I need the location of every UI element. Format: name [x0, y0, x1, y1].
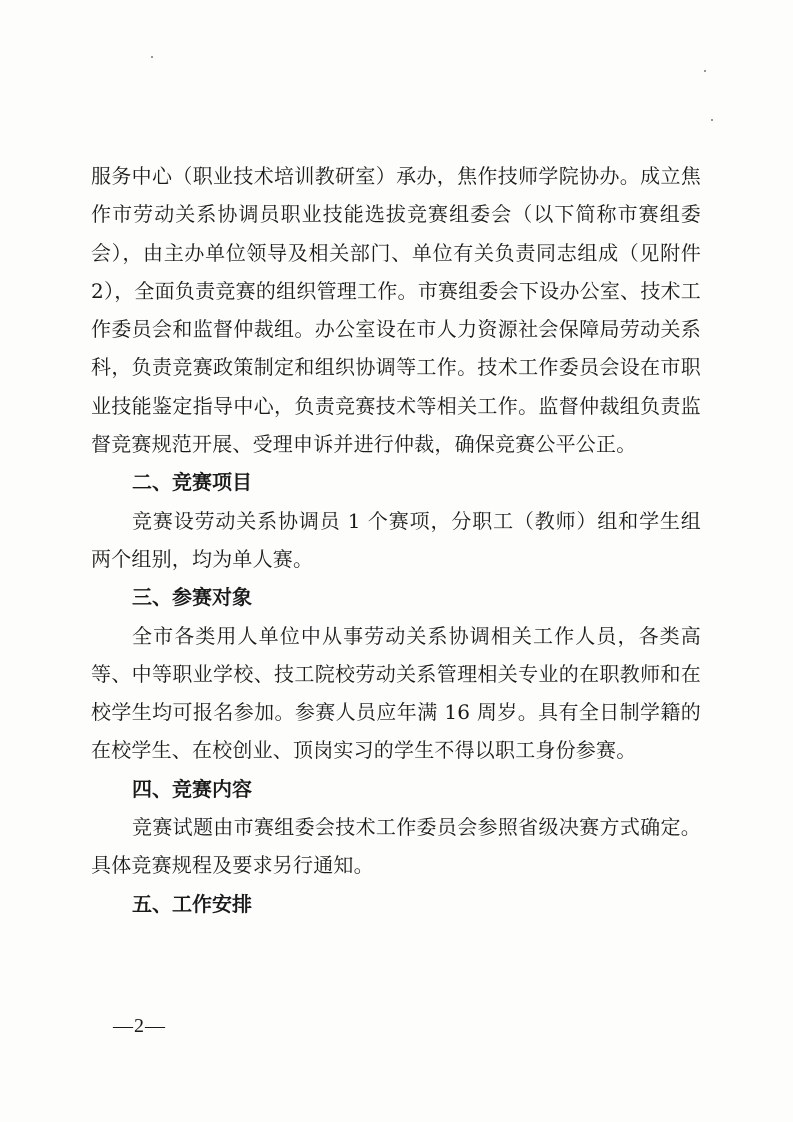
section-heading-5: 五、工作安排 [132, 891, 252, 916]
paragraph-competition-content: 竞赛试题由市赛组委会技术工作委员会参照省级决赛方式确定。具体竞赛规程及要求另行通知。 [91, 815, 701, 878]
section-heading-4: 四、竞赛内容 [132, 776, 252, 801]
section-heading-3: 三、参赛对象 [132, 585, 252, 610]
scan-speck [711, 119, 713, 121]
scan-speck [151, 56, 153, 58]
document-body [91, 157, 701, 923]
page-number: —2— [113, 1015, 166, 1037]
section-heading-2: 二、竞赛项目 [132, 470, 252, 495]
paragraph-participants: 全市各类用人单位中从事劳动关系协调相关工作人员，各类高等、中等职业学校、技工院校劳动关系管理相关专业的在职教师和在校学生均可报名参加。参赛人员应年满 16 周岁。具有全日制学籍的在校学生、在校创业、顶岗实习的学生不得以职工身份参赛。 [91, 623, 701, 763]
paragraph-competition-items: 竞赛设劳动关系协调员 1 个赛项，分职工（教师）组和学生组两个组别，均为单人赛。 [91, 508, 701, 571]
scan-speck [704, 70, 706, 72]
paragraph-intro: 服务中心（职业技术培训教研室）承办，焦作技师学院协办。成立焦作市劳动关系协调员职业技能选拔竞赛组委会（以下简称市赛组委会），由主办单位领导及相关部门、单位有关负责同志组成（见附件2），全面负责竞赛的组织管理工作。市赛组委会下设办公室、技术工作委员会和监督仲裁组。办公室设在市人力资源社会保障局劳动关系科，负责竞赛政策制定和组织协调等工作。技术工作委员会设在市职业技能鉴定指导中心，负责竞赛技术等相关工作。监督仲裁组负责监督竞赛规范开展、受理申诉并进行仲裁，确保竞赛公平公正。 [91, 164, 701, 457]
